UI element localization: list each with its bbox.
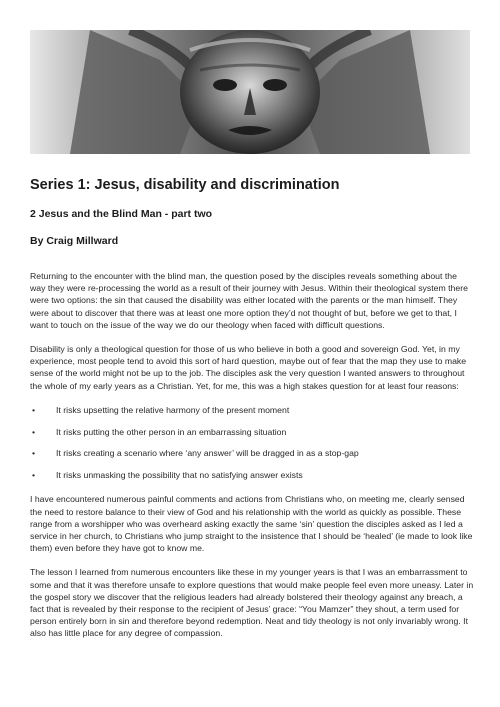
statue-photo-image: [30, 30, 470, 154]
bullet-icon: •: [32, 404, 36, 415]
author-byline: By Craig Millward: [30, 235, 119, 247]
page-title: Series 1: Jesus, disability and discrimination: [30, 177, 340, 193]
bullet-icon: •: [32, 448, 36, 459]
list-item-text: It risks putting the other person in an embarrassing situation: [56, 426, 287, 437]
list-item: [30, 447, 474, 459]
paragraph: Disability is only a theological question for those of us who believe in both a good and sovereign God. Yet, in my experience, most people tend to avoid this sort of hard question, maybe out of fear that the map they use to make sense of the world might not be up to the job. The disciples ask the very question I wanted answers to throughout the whole of my early years as a Christian. Yet, for me, this was a high stakes question for at least four reasons:: [30, 344, 467, 391]
list-item-text: It risks upsetting the relative harmony of the present moment: [56, 404, 290, 415]
list-item: [30, 404, 474, 416]
bullet-list: [30, 404, 474, 482]
list-item-text: It risks unmasking the possibility that no satisfying answer exists: [56, 470, 303, 481]
article-subtitle: 2 Jesus and the Blind Man - part two: [30, 208, 213, 220]
hero-image: [30, 30, 470, 154]
paragraph: The lesson I learned from numerous encounters like these in my younger years is that I was an embarrassment to some and that it was therefore unsafe to explore questions that would make people feel even more uneasy. Later in the gospel story we discover that the religious leaders had already bolstered their theology against any breach, a fact that is revealed by their response to the recipient of Jesus’ grace: “You Mamzer” they shout, a term used for person entirely born in sin and therefore beyond redemption. Neat and tidy theology is not only invariably wrong. It also has little place for any degree of compassion.: [30, 567, 474, 639]
list-item-text: It risks creating a scenario where ‘any answer’ will be dragged in as a stop-gap: [56, 448, 359, 459]
article-body: [30, 270, 474, 652]
bullet-icon: •: [32, 426, 36, 437]
list-item: [30, 469, 474, 481]
bullet-icon: •: [32, 470, 36, 481]
list-item: [30, 426, 474, 438]
paragraph: Returning to the encounter with the blind man, the question posed by the disciples reveals something about the way they were re-processing the world as a result of their journey with Jesus. Within their theological system there were two options: the sin that caused the disability was either located with the parents or the man himself. They were about to discover that there was at least one more option they’d not thought of but, before we get to that, I want to touch on the issue of the way we do our theology when faced with difficult questions.: [30, 271, 468, 330]
paragraph: I have encountered numerous painful comments and actions from Christians who, on meeting me, clearly sensed the need to restore balance to their view of God and his relationship with the world as quickly as possible. These range from a worshipper who was overheard asking exactly the same ‘sin’ question the disciples asked as I led a service in her church, to Christians who jump straight to the insistence that I should be ‘healed’ (ie made to look like them) even before they have got to know me.: [30, 494, 473, 554]
